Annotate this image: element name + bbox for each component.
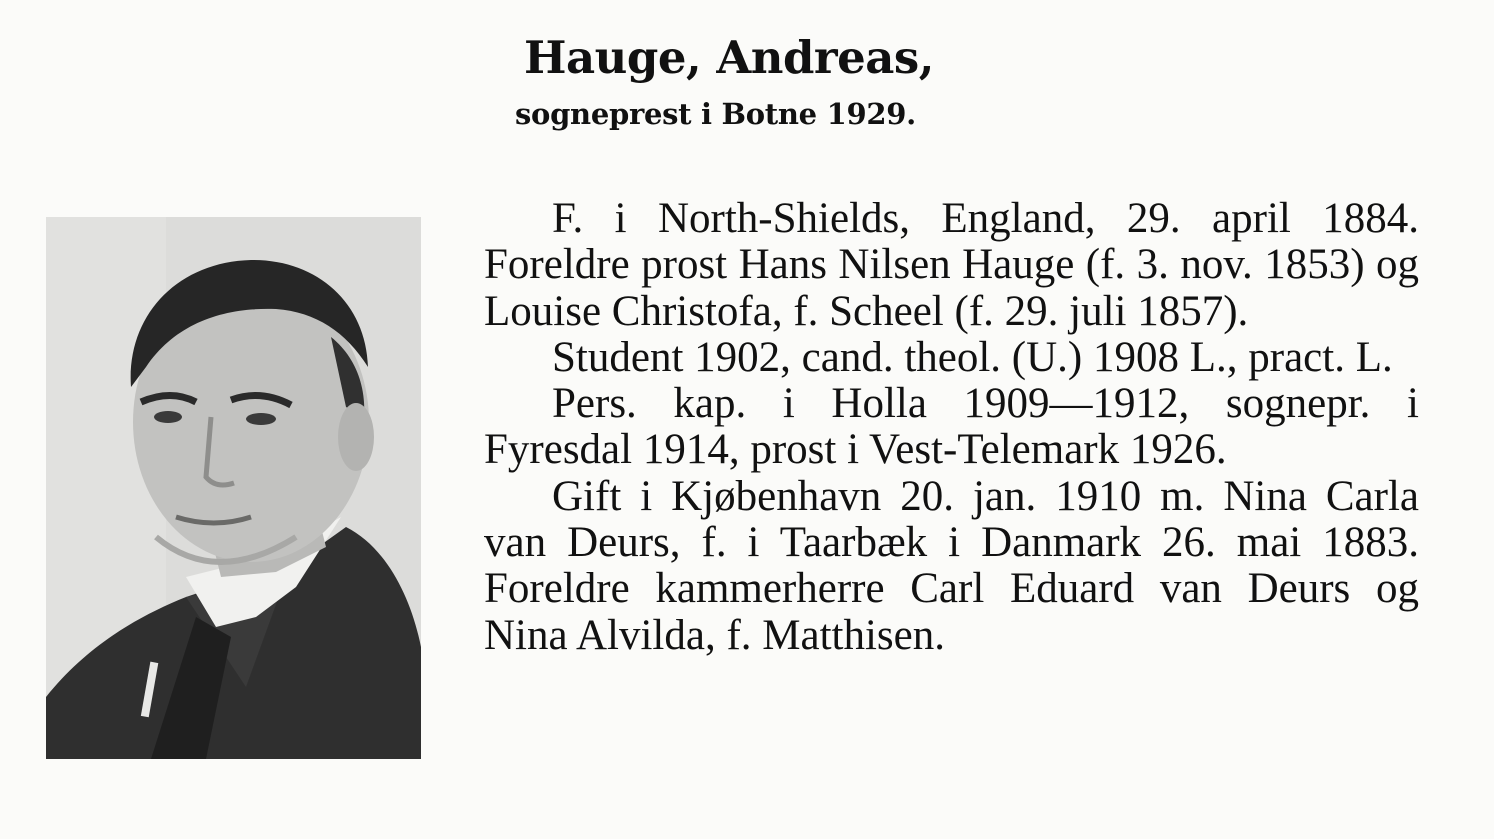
bio-paragraph-birth: F. i North-Shields, England, 29. april 1884. Foreldre prost Hans Nilsen Hauge (f. 3. nov. 1853) og Louise Christofa, f. Scheel (f. 29. juli 1857). xyxy=(484,195,1419,335)
portrait-photo-icon xyxy=(46,217,421,759)
bio-paragraph-career: Pers. kap. i Holla 1909—1912, sognepr. i Fyresdal 1914, prost i Vest-Telemark 1926. xyxy=(484,380,1419,474)
bio-paragraph-education: Student 1902, cand. theol. (U.) 1908 L., pract. L. xyxy=(552,333,1393,381)
entry-name: Hauge, Andreas, xyxy=(524,31,934,84)
bio-paragraph-marriage: Gift i Kjøbenhavn 20. jan. 1910 m. Nina Carla van Deurs, f. i Taarbæk i Danmark 26. mai 1883. Foreldre kammerherre Carl Eduard van Deurs og Nina Alvilda, f. Matthisen. xyxy=(484,472,1419,659)
entry-subtitle: sogneprest i Botne 1929. xyxy=(515,97,916,131)
biography-text xyxy=(484,196,1419,659)
